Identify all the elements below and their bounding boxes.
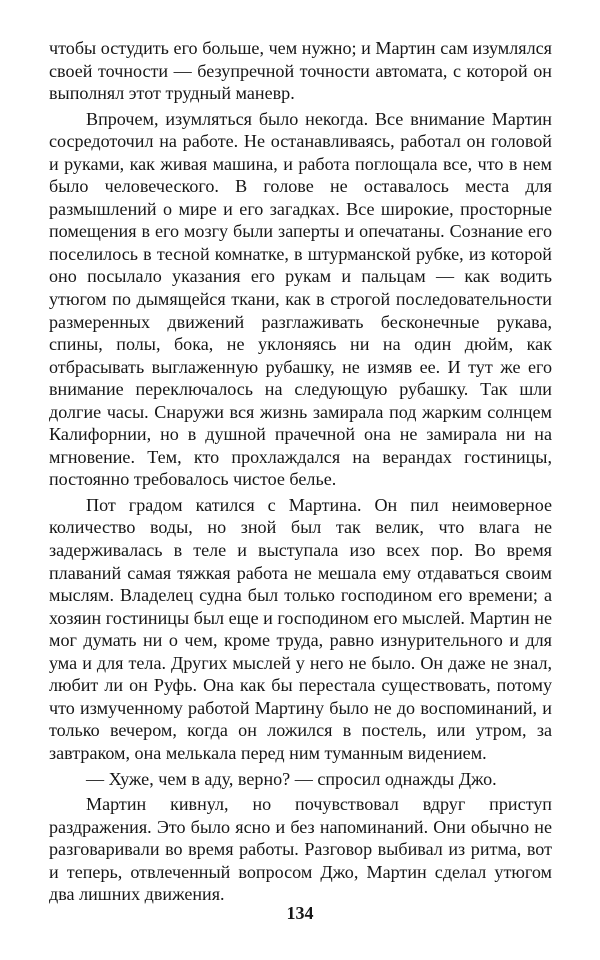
page-body	[49, 37, 552, 906]
paragraph-dialogue: — Хуже, чем в аду, верно? — спросил однажды Джо.	[86, 768, 497, 789]
paragraph-sweat: Пот градом катился с Мартина. Он пил неимоверное количество воды, но зной был так велик, что влага не задерживалась в теле и выступала изо всех пор. Во время плаваний самая тяжкая работа не мешала ему отдаваться своим мыслям. Владелец судна был только господином его времени; а хозяин гостиницы был еще и господином его мыслей. Мартин не мог думать ни о чем, кроме труда, равно изнурительного и для ума и для тела. Других мыслей у него не было. Он даже не знал, любит ли он Руфь. Она как бы перестала существовать, потому что измученному работой Мартину было не до воспоминаний, и только вечером, когда он ложился в постель, или утром, за завтраком, она мелькала перед ним туманным видением.	[49, 494, 552, 763]
page-number: 134	[286, 903, 314, 923]
paragraph-attention: Впрочем, изумляться было некогда. Все внимание Мартин сосредоточил на работе. Не останавливаясь, работал он головой и руками, как живая машина, и работа поглощала все, что в нем было человеческого. В голове не оставалось места для размышлений о мире и его загадках. Все широкие, просторные помещения в его мозгу были заперты и опечатаны. Сознание его поселилось в тесной комнатке, в штурманской рубке, из которой оно посылало указания его рукам и пальцам — как водить утюгом по дымящейся ткани, как в строгой последовательности размеренных движений разглаживать бесконечные рукава, спины, полы, бока, не уклоняясь ни на один дюйм, как отбрасывать выглаженную рубашку, не измяв ее. И тут же его внимание переключалось на следующую рубашку. Так шли долгие часы. Снаружи вся жизнь замирала под жарким солнцем Калифорнии, но в душной прачечной она не замирала ни на мгновение. Тем, кто прохлаждался на верандах гостиницы, постоянно требовалось чистое белье.	[49, 108, 552, 490]
paragraph-irritation: Мартин кивнул, но почувствовал вдруг приступ раздражения. Это было ясно и без напоминаний. Они обычно не разговаривали во время работы. Разговор выбивал из ритма, вот и теперь, отвлеченный вопросом Джо, Мартин сделал утюгом два лишних движения.	[49, 794, 552, 905]
paragraph-continuation: чтобы остудить его больше, чем нужно; и Мартин сам изумлялся своей точности — безупречной точности автомата, с которой он выполнял этот трудный маневр.	[49, 38, 552, 104]
